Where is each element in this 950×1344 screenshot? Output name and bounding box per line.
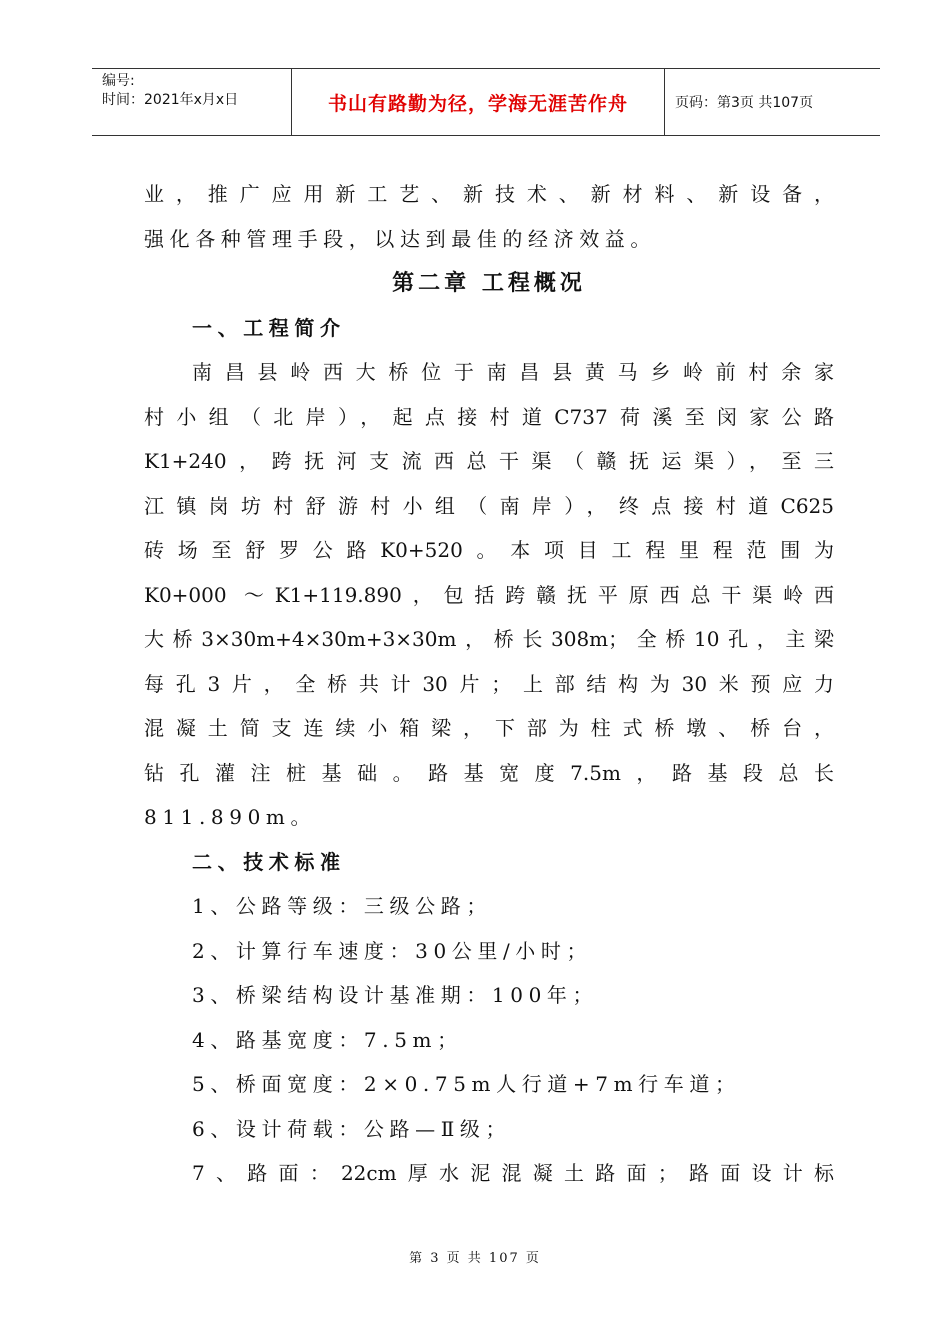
- paragraph-line: 大桥3×30m+4×30m+3×30m，桥长308m；全桥10孔，主梁: [144, 627, 834, 651]
- standard-item: 5、桥面宽度：2×0.75m人行道+7m行车道；: [192, 1072, 741, 1096]
- standard-item: 4、路基宽度：7.5m；: [192, 1027, 463, 1052]
- header-page-info: 页码：第3页 共107页: [675, 95, 814, 111]
- section-heading: 二、技术标准: [192, 849, 346, 874]
- document-body: [144, 172, 834, 1196]
- paragraph-line: 南昌县岭西大桥位于南昌县黄马乡岭前村余家: [192, 360, 834, 384]
- paragraph-line: K1+240，跨抚河支流西总干渠（赣抚运渠），至三: [144, 449, 834, 473]
- paragraph-line: 钻孔灌注桩基础。路基宽度7.5m，路基段总长: [144, 760, 834, 785]
- standard-item: 7、路面：22cm厚水泥混凝土路面；路面设计标: [192, 1161, 834, 1185]
- paragraph-line: 江镇岗坊村舒游村小组（南岸），终点接村道C625: [144, 493, 834, 518]
- chapter-title: 第二章 工程概况: [392, 270, 586, 296]
- section-heading: 一、工程简介: [192, 315, 346, 340]
- paragraph-line: 业，推广应用新工艺、新技术、新材料、新设备，: [144, 182, 834, 206]
- standard-item: 3、桥梁结构设计基准期：100年；: [192, 983, 599, 1007]
- header-motto: 书山有路勤为径，学海无涯苦作舟: [292, 69, 665, 135]
- paragraph-line: 811.890m。: [144, 805, 317, 829]
- standard-item: 2、计算行车速度：30公里/小时；: [192, 938, 593, 963]
- paragraph-line: K0+000 ～K1+119.890，包括跨赣抚平原西总干渠岭西: [144, 582, 834, 607]
- paragraph-line: 混凝土简支连续小箱梁，下部为柱式桥墩、桥台，: [144, 716, 834, 740]
- standard-item: 6、设计荷载：公路—Ⅱ级；: [192, 1116, 512, 1141]
- paragraph-line: 每孔3片，全桥共计30片；上部结构为30米预应力: [144, 671, 834, 696]
- paragraph-line: 砖场至舒罗公路K0+520。本项目工程里程范围为: [144, 538, 834, 562]
- standard-item: 1、公路等级：三级公路；: [192, 894, 492, 918]
- paragraph-line: 村小组（北岸），起点接村道C737荷溪至闵家公路: [144, 404, 834, 429]
- page-footer: 第 3 页 共 107 页: [409, 1251, 541, 1266]
- paragraph-line: 强化各种管理手段，以达到最佳的经济效益。: [144, 226, 656, 251]
- page-header: [92, 68, 880, 136]
- header-left-cell: [92, 69, 292, 135]
- number-label: 编号:: [102, 73, 135, 89]
- time-label: 时间：2021年x月x日: [102, 92, 239, 108]
